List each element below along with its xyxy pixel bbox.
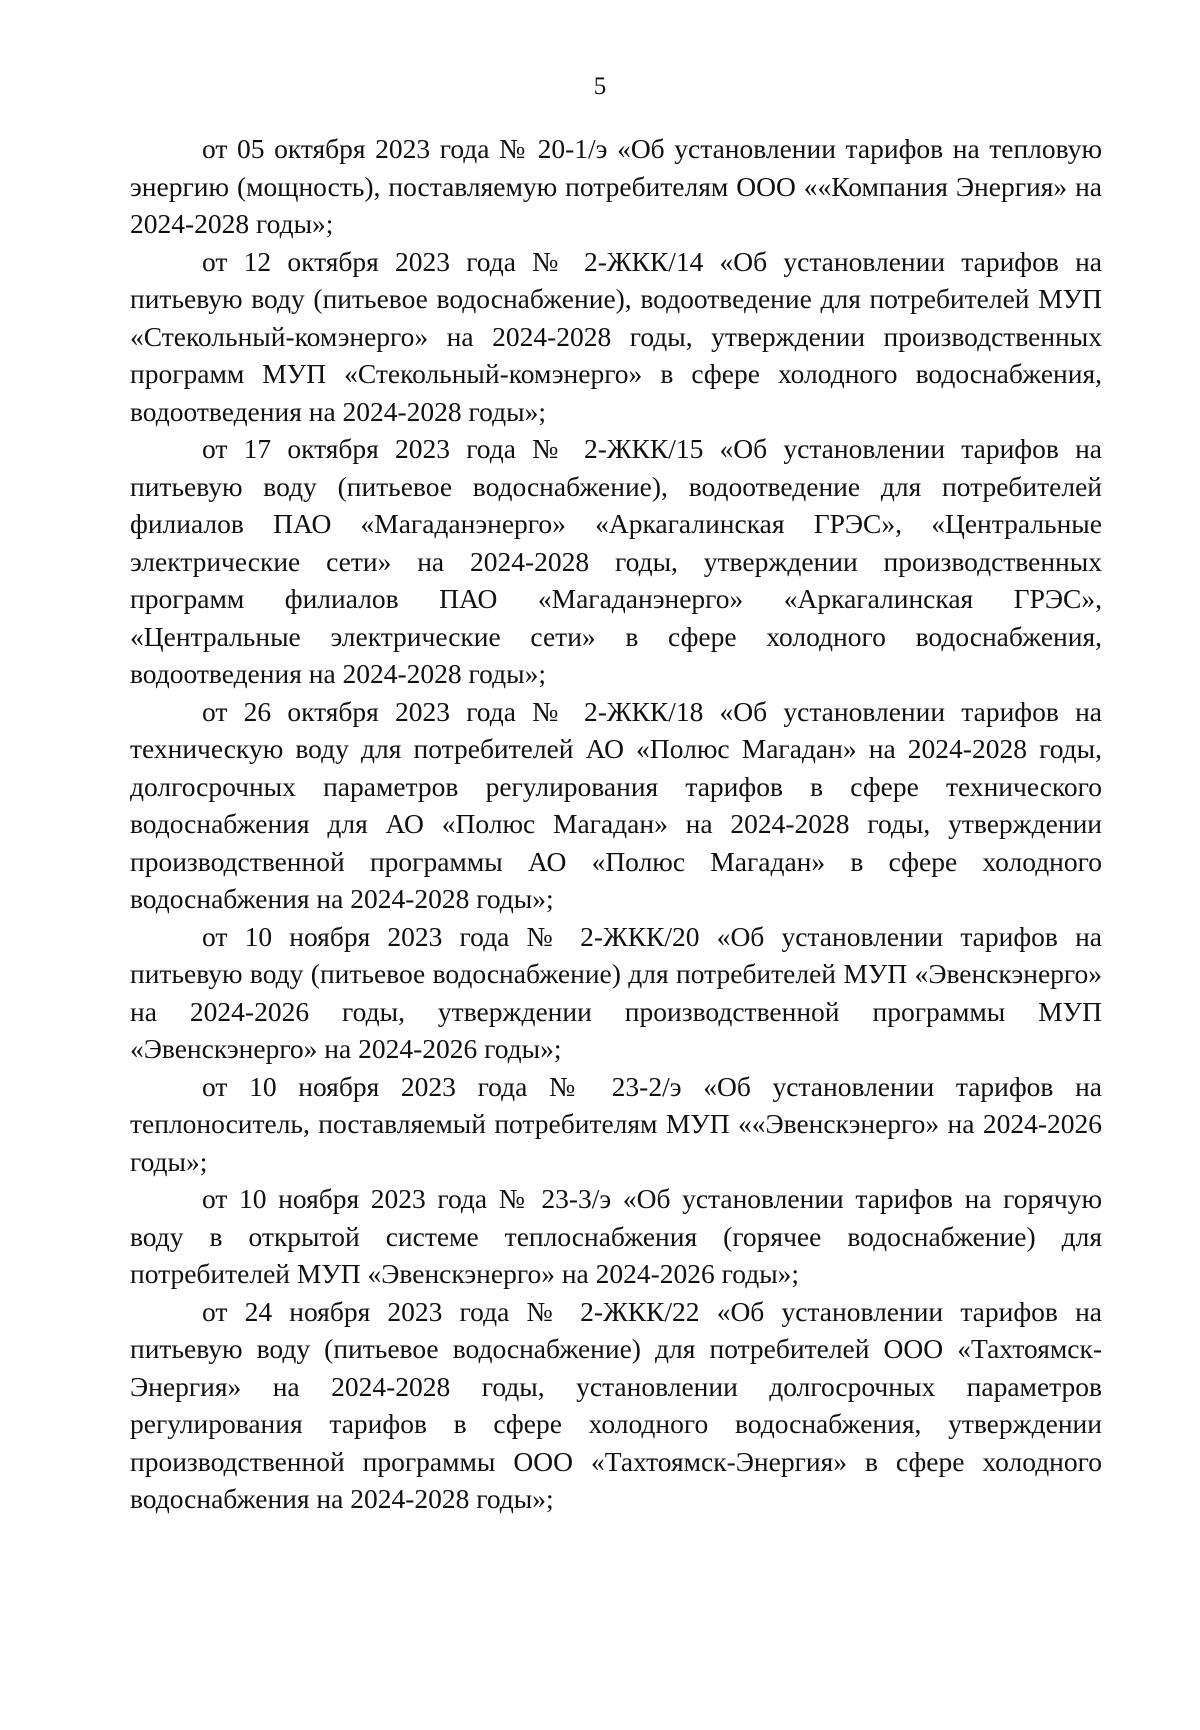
paragraph-order-2-zhkk-14: от 12 октября 2023 года № 2-ЖКК/14 «Об установлении тарифов на питьевую воду (питьевое водоснабжение), водоотведение для потребителей МУП «Стекольный-комэнерго» на 2024-2028 годы, утверждении производственных программ МУП «Стекольный-комэнерго» в сфере холодного водоснабжения, водоотведения на 2024-2028 годы»;: [130, 245, 1102, 427]
paragraph-order-23-2e: от 10 ноября 2023 года № 23-2/э «Об установлении тарифов на теплоноситель, поставляемый потребителям МУП ««Эвенскэнерго» на 2024-2026 годы»;: [130, 1070, 1102, 1177]
paragraph-order-23-3e: от 10 ноября 2023 года № 23-3/э «Об установлении тарифов на горячую воду в открытой системе теплоснабжения (горячее водоснабжение) для потребителей МУП «Эвенскэнерго» на 2024-2026 годы»;: [130, 1183, 1102, 1289]
paragraph-order-20-1e: от 05 октября 2023 года № 20-1/э «Об установлении тарифов на тепловую энергию (мощность), поставляемую потребителям ООО ««Компания Энергия» на 2024-2028 годы»;: [130, 133, 1102, 239]
document-body: [130, 130, 1102, 1518]
paragraph-order-2-zhkk-22: от 24 ноября 2023 года № 2-ЖКК/22 «Об установлении тарифов на питьевую воду (питьевое водоснабжение) для потребителей ООО «Тахтоямск-Энергия» на 2024-2028 годы, установлении долгосрочных параметров регулирования тарифов в сфере холодного водоснабжения, утверждении производственной программы ООО «Тахтоямск-Энергия» в сфере холодного водоснабжения на 2024-2028 годы»;: [130, 1295, 1102, 1514]
paragraph-order-2-zhkk-15: от 17 октября 2023 года № 2-ЖКК/15 «Об установлении тарифов на питьевую воду (питьевое водоснабжение), водоотведение для потребителей филиалов ПАО «Магаданэнерго» «Аркагалинская ГРЭС», «Центральные электрические сети» на 2024-2028 годы, утверждении производственных программ филиалов ПАО «Магаданэнерго» «Аркагалинская ГРЭС», «Центральные электрические сети» в сфере холодного водоснабжения, водоотведения на 2024-2028 годы»;: [130, 433, 1102, 689]
paragraph-order-2-zhkk-20: от 10 ноября 2023 года № 2-ЖКК/20 «Об установлении тарифов на питьевую воду (питьевое водоснабжение) для потребителей МУП «Эвенскэнерго» на 2024-2026 годы, утверждении производственной программы МУП «Эвенскэнерго» на 2024-2026 годы»;: [130, 920, 1102, 1064]
page-number: 5: [593, 73, 607, 100]
paragraph-order-2-zhkk-18: от 26 октября 2023 года № 2-ЖКК/18 «Об установлении тарифов на техническую воду для потребителей АО «Полюс Магадан» на 2024-2028 годы, долгосрочных параметров регулирования тарифов в сфере технического водоснабжения для АО «Полюс Магадан» на 2024-2028 годы, утверждении производственной программы АО «Полюс Магадан» в сфере холодного водоснабжения на 2024-2028 годы»;: [130, 695, 1102, 914]
